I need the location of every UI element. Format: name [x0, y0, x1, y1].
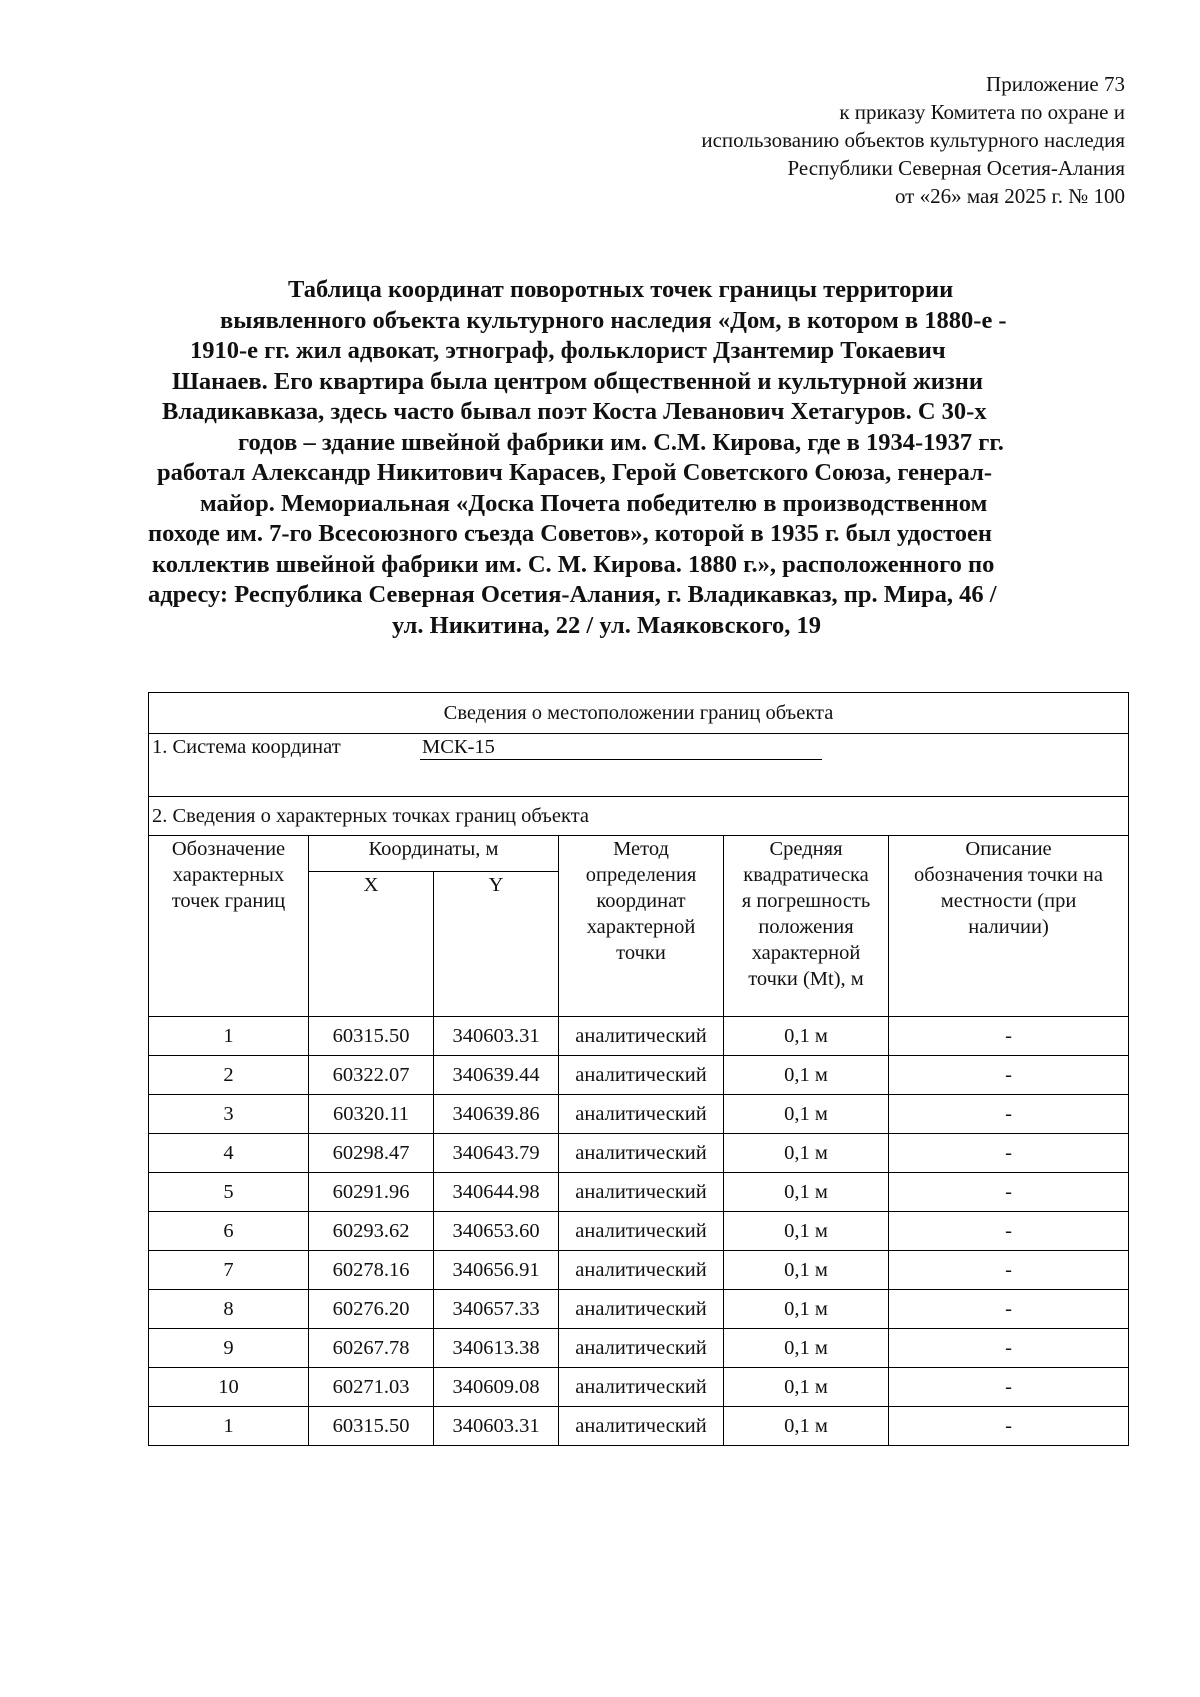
accuracy-cell: 0,1 м [724, 1095, 889, 1134]
x-coordinate-cell: 60293.62 [309, 1212, 434, 1251]
accuracy-cell: 0,1 м [724, 1017, 889, 1056]
y-coordinate-cell: 340653.60 [434, 1212, 559, 1251]
x-coordinate-cell: 60315.50 [309, 1017, 434, 1056]
title-line: Владикавказа, здесь часто бывал поэт Коста Леванович Хетагуров. С 30-х [162, 398, 987, 425]
header-text: положения [758, 916, 854, 938]
x-coordinate-cell: 60267.78 [309, 1329, 434, 1368]
point-number-cell: 5 [149, 1173, 309, 1212]
accuracy-cell: 0,1 м [724, 1173, 889, 1212]
accuracy-cell: 0,1 м [724, 1290, 889, 1329]
y-coordinate-cell: 340657.33 [434, 1290, 559, 1329]
description-cell: - [889, 1329, 1129, 1368]
coordinates-table [148, 692, 1129, 1446]
table-row [149, 1017, 1129, 1056]
appendix-line: Приложение 73 [986, 72, 1125, 96]
x-coordinate-cell: 60315.50 [309, 1407, 434, 1446]
accuracy-cell: 0,1 м [724, 1251, 889, 1290]
header-text: я погрешность [741, 890, 871, 912]
table-row [149, 1329, 1129, 1368]
description-cell: - [889, 1095, 1129, 1134]
header-text: наличии) [968, 916, 1049, 938]
table-row [149, 1134, 1129, 1173]
title-line: адресу: Республика Северная Осетия-Алания, г. Владикавказ, пр. Мира, 46 / [148, 581, 997, 608]
point-number-cell: 8 [149, 1290, 309, 1329]
description-cell: - [889, 1212, 1129, 1251]
accuracy-cell: 0,1 м [724, 1056, 889, 1095]
point-number-cell: 3 [149, 1095, 309, 1134]
description-cell: - [889, 1290, 1129, 1329]
method-cell: аналитический [559, 1368, 724, 1407]
header-method [559, 836, 724, 1017]
title-line: коллектив швейной фабрики им. С. М. Кирова. 1880 г.», расположенного по [152, 550, 995, 578]
method-cell: аналитический [559, 1329, 724, 1368]
x-coordinate-cell: 60278.16 [309, 1251, 434, 1290]
y-coordinate-cell: 340639.86 [434, 1095, 559, 1134]
section-title: Сведения о местоположении границ объекта [149, 693, 1129, 734]
point-number-cell: 1 [149, 1407, 309, 1446]
header-text: координат [596, 890, 686, 912]
points-section-label: 2. Сведения о характерных точках границ объекта [149, 797, 1129, 836]
title-line: Таблица координат поворотных точек границы территории [288, 276, 954, 303]
header-text: точек границ [171, 890, 286, 912]
header-text: Средняя [769, 838, 843, 860]
title-line: походе им. 7-го Всесоюзного съезда Советов», которой в 1935 г. был удостоен [148, 520, 993, 547]
header-x: X [309, 872, 434, 1017]
document-title [140, 275, 1140, 641]
method-cell: аналитический [559, 1290, 724, 1329]
header-y: Y [434, 872, 559, 1017]
title-line: выявленного объекта культурного наследия «Дом, в котором в 1880-е - [220, 306, 1007, 334]
appendix-line: к приказу Комитета по охране и [839, 100, 1125, 124]
point-number-cell: 10 [149, 1368, 309, 1407]
title-line: 1910-е гг. жил адвокат, этнограф, фольклорист Дзантемир Токаевич [190, 337, 946, 364]
point-number-cell: 4 [149, 1134, 309, 1173]
table-body [149, 1017, 1129, 1446]
title-line: годов – здание швейной фабрики им. С.М. Кирова, где в 1934-1937 гг. [238, 428, 1004, 456]
coord-system-label: 1. Система координат [152, 736, 341, 758]
description-cell: - [889, 1407, 1129, 1446]
description-cell: - [889, 1368, 1129, 1407]
header-text: квадратическа [743, 864, 869, 886]
y-coordinate-cell: 340603.31 [434, 1017, 559, 1056]
accuracy-cell: 0,1 м [724, 1134, 889, 1173]
appendix-line: Республики Северная Осетия-Алания [787, 156, 1125, 180]
header-description [889, 836, 1129, 1017]
title-line: майор. Мемориальная «Доска Почета победителю в производственном [200, 489, 988, 517]
table-row [149, 1173, 1129, 1212]
x-coordinate-cell: 60322.07 [309, 1056, 434, 1095]
header-accuracy [724, 836, 889, 1017]
accuracy-cell: 0,1 м [724, 1368, 889, 1407]
header-text: Обозначение [171, 838, 286, 860]
x-coordinate-cell: 60320.11 [309, 1095, 434, 1134]
table-row [149, 1407, 1129, 1446]
x-coordinate-cell: 60276.20 [309, 1290, 434, 1329]
y-coordinate-cell: 340656.91 [434, 1251, 559, 1290]
coord-system-cell [149, 734, 1129, 797]
point-number-cell: 2 [149, 1056, 309, 1095]
title-line: Шанаев. Его квартира была центром общественной и культурной жизни [172, 367, 983, 395]
description-cell: - [889, 1173, 1129, 1212]
y-coordinate-cell: 340609.08 [434, 1368, 559, 1407]
table-row [149, 1251, 1129, 1290]
header-text: обозначения точки на [914, 864, 1104, 886]
method-cell: аналитический [559, 1407, 724, 1446]
method-cell: аналитический [559, 1173, 724, 1212]
header-coordinates: Координаты, м [309, 836, 559, 872]
title-line: работал Александр Никитович Карасев, Герой Советского Союза, генерал- [157, 459, 993, 486]
description-cell: - [889, 1134, 1129, 1173]
header-designation [149, 836, 309, 1017]
table-row [149, 1212, 1129, 1251]
method-cell: аналитический [559, 1212, 724, 1251]
header-text: Описание [965, 838, 1052, 860]
appendix-line: использованию объектов культурного наследия [701, 128, 1125, 152]
accuracy-cell: 0,1 м [724, 1407, 889, 1446]
x-coordinate-cell: 60271.03 [309, 1368, 434, 1407]
x-coordinate-cell: 60291.96 [309, 1173, 434, 1212]
header-text: точки [616, 942, 666, 964]
point-number-cell: 6 [149, 1212, 309, 1251]
point-number-cell: 7 [149, 1251, 309, 1290]
header-text: характерных [172, 864, 285, 886]
y-coordinate-cell: 340613.38 [434, 1329, 559, 1368]
point-number-cell: 9 [149, 1329, 309, 1368]
y-coordinate-cell: 340644.98 [434, 1173, 559, 1212]
accuracy-cell: 0,1 м [724, 1329, 889, 1368]
x-coordinate-cell: 60298.47 [309, 1134, 434, 1173]
y-coordinate-cell: 340603.31 [434, 1407, 559, 1446]
header-text: Метод [613, 838, 669, 860]
appendix-line: от «26» мая 2025 г. № 100 [894, 184, 1125, 208]
description-cell: - [889, 1251, 1129, 1290]
method-cell: аналитический [559, 1251, 724, 1290]
header-text: определения [585, 864, 697, 886]
point-number-cell: 1 [149, 1017, 309, 1056]
table-row [149, 1056, 1129, 1095]
appendix-header [505, 70, 1125, 210]
header-text: характерной [586, 916, 696, 938]
description-cell: - [889, 1017, 1129, 1056]
method-cell: аналитический [559, 1134, 724, 1173]
header-text: характерной [751, 942, 861, 964]
header-text: точки (Mt), м [748, 968, 864, 990]
method-cell: аналитический [559, 1017, 724, 1056]
header-text: местности (при [940, 890, 1077, 912]
table-row [149, 1095, 1129, 1134]
title-line: ул. Никитина, 22 / ул. Маяковского, 19 [392, 611, 822, 639]
method-cell: аналитический [559, 1095, 724, 1134]
table-row [149, 1368, 1129, 1407]
accuracy-cell: 0,1 м [724, 1212, 889, 1251]
y-coordinate-cell: 340639.44 [434, 1056, 559, 1095]
y-coordinate-cell: 340643.79 [434, 1134, 559, 1173]
coord-system-value: МСК-15 [420, 735, 822, 760]
description-cell: - [889, 1056, 1129, 1095]
table-row [149, 1290, 1129, 1329]
method-cell: аналитический [559, 1056, 724, 1095]
